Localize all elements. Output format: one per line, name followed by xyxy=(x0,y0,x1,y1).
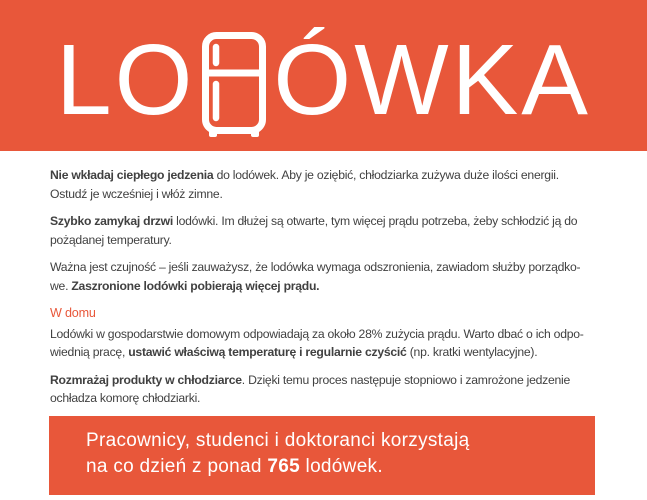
stat-text: Pracownicy, studenci i doktoranci korzystają na co dzień z ponad 765 lodówek. xyxy=(86,430,470,477)
paragraph-close-door: Szybko zamykaj drzwi lodówki. Im dłużej są otwarte, tym więcej prądu potrzeba, żeby schłodzić ją do pożądanej temperatury. xyxy=(50,214,578,247)
section-heading-at-home: W domu xyxy=(50,306,96,320)
logo-text-lo: LO xyxy=(56,23,196,136)
fridge-icon xyxy=(202,32,266,138)
paragraph-defrosting: Ważna jest czujność – jeśli zauważysz, że lodówka wymaga odszronienia, zawiadom służby porządko- we. Zaszronione lodówki pobierają więcej prądu. xyxy=(50,260,581,293)
footer-banner xyxy=(49,416,595,495)
page-title xyxy=(0,0,647,151)
logo-text-owka: ÓWKA xyxy=(273,23,591,136)
paragraph-household: Lodówki w gospodarstwie domowym odpowiadają za około 28% zużycia prądu. Warto dbać o ich odpo- wiednią pracę, ustawić właściwą temperaturę i regularnie czyścić (np. kratki wentylacyjne). xyxy=(50,326,584,359)
paragraph-warm-food: Nie wkładaj ciepłego jedzenia do lodówek. Aby je oziębić, chłodziarka zużywa duże ilości energii. Ostudź je wcześniej i włóż zimne. xyxy=(50,168,559,201)
header-banner xyxy=(0,0,647,151)
article xyxy=(0,151,647,417)
paragraph-thaw-food: Rozmrażaj produkty w chłodziarce. Dzięki temu proces następuje stopniowo i zamrożone jedzenie ochładza komorę chłodziarki. xyxy=(50,372,571,405)
